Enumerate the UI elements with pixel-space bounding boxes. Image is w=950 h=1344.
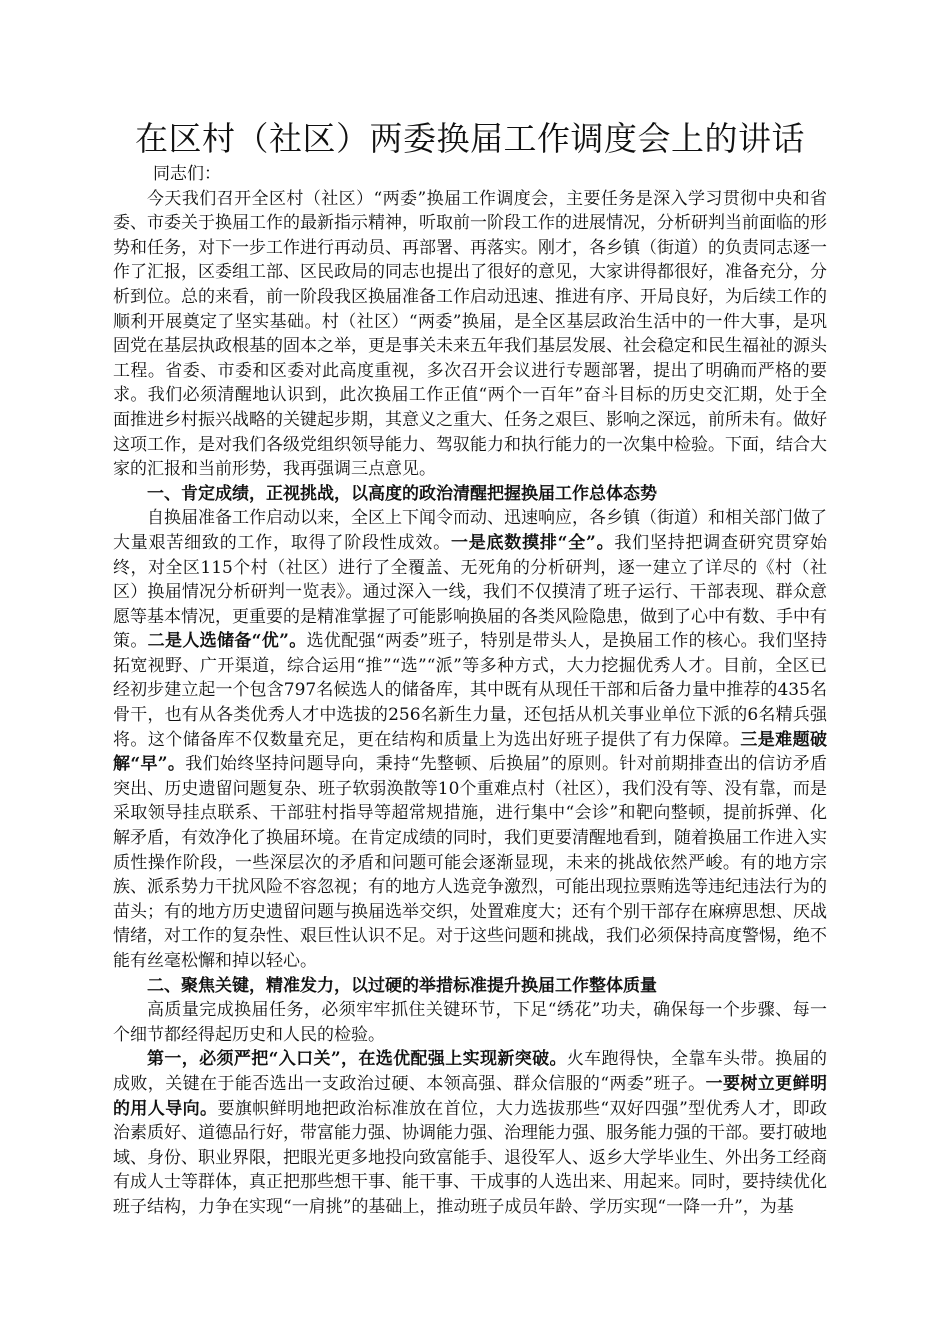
paragraph-text: 自换届准备工作启动以来，全区上下闻令而动、迅速响应，各乡镇（街道）和相关部门做了大量艰苦细致的工作，取得了阶段性成效。	[113, 508, 827, 553]
point-heading-1: 一是底数摸排“全”。	[450, 532, 615, 553]
paragraph-first-point	[113, 1047, 827, 1219]
paragraph-text: 我们坚持把调查研究贯穿始终，对全区115个村（社区）进行了全覆盖、无死角的分析研判，逐一建立了详尽的《村（社区）换届情况分析研判一览表》。通过深入一线，我们不仅摸清了班子运行、干部表现、群众意愿等基本情况，更重要的是精准掌握了可能影响换届的各类风险隐患，做到了心中有数、手中有策。	[113, 532, 828, 652]
paragraph-text: 火车跑得快，全靠车头带。换届的成败，关键在于能否选出一支政治过硬、本领高强、群众信服的“两委”班子。	[113, 1049, 827, 1094]
paragraph-text: 选优配强“两委”班子，特别是带头人，是换届工作的核心。我们坚持拓宽视野、广开渠道，综合运用“推”“选”“派”等多种方式，大力挖掘优秀人才。目前，全区已经初步建立起一个包含797名候选人的储备库，其中既有从现任干部和后备力量中推荐的435名骨干，也有从各类优秀人才中选拔的256名新生力量，还包括从机关事业单位下派的6名精兵强将。这个储备库不仅数量充足，更在结构和质量上为选出好班子提供了有力保障。	[113, 631, 827, 750]
paragraph-text: 要旗帜鲜明地把政治标准放在首位，大力选拔那些“双好四强”型优秀人才，即政治素质好、道德品行好，带富能力强、协调能力强、治理能力强、服务能力强的干部。要打破地域、身份、职业界限，把眼光更多地投向致富能手、退役军人、返乡大学毕业生、外出务工经商有成人士等群体，真正把那些想干事、能干事、干成事的人选出来、用起来。同时，要持续优化班子结构，力争在实现“一肩挑”的基础上，推动班子成员年龄、学历实现“一降一升”，为基	[113, 1098, 827, 1217]
paragraph-intro: 今天我们召开全区村（社区）“两委”换届工作调度会，主要任务是深入学习贯彻中央和省委、市委关于换届工作的最新指示精神，听取前一阶段工作的进展情况，分析研判当前面临的形势和任务，对下一步工作进行再动员、再部署、再落实。刚才，各乡镇（街道）的负责同志逐一作了汇报，区委组工部、区民政局的同志也提出了很好的意见，大家讲得都很好，准备充分，分析到位。总的来看，前一阶段我区换届准备工作启动迅速、推进有序、开局良好，为后续工作的顺利开展奠定了坚实基础。村（社区）“两委”换届，是全区基层政治生活中的一件大事，是巩固党在基层执政根基的固本之举，更是事关未来五年我们基层发展、社会稳定和民生福祉的源头工程。省委、市委和区委对此高度重视，多次召开会议进行专题部署，提出了明确而严格的要求。我们必须清醒地认识到，此次换届工作正值“两个一百年”奋斗目标的历史交汇期，处于全面推进乡村振兴战略的关键起步期，其意义之重大、任务之艰巨、影响之深远，前所未有。做好这项工作，是对我们各级党组织领导能力、驾驭能力和执行能力的一次集中检验。下面，结合大家的汇报和当前形势，我再强调三点意见。	[113, 188, 827, 480]
section-heading-2: 二、聚焦关键，精准发力，以过硬的举措标准提升换届工作整体质量	[147, 975, 657, 996]
point-heading-2: 二是人选储备“优”。	[147, 631, 307, 652]
document-page	[113, 116, 827, 1220]
paragraph-quality: 高质量完成换届任务，必须牢牢抓住关键环节，下足“绣花”功夫，确保每一个步骤、每一个细节都经得起历史和人民的检验。	[113, 1000, 827, 1045]
paragraph-text: 我们始终坚持问题导向，秉持“先整顿、后换届”的原则。针对前期排查出的信访矛盾突出、历史遗留问题复杂、班子软弱涣散等10个重难点村（社区），我们没有等、没有靠，而是采取领导挂点联系、干部驻村指导等超常规措施，进行集中“会诊”和靶向整顿，提前拆弹、化解矛盾，有效净化了换届环境。在肯定成绩的同时，我们更要清醒地看到，随着换届工作进入实质性操作阶段，一些深层次的矛盾和问题可能会逐渐显现，未来的挑战依然严峻。有的地方宗族、派系势力干扰风险不容忽视；有的地方人选竞争激烈，可能出现拉票贿选等违纪违法行为的苗头；有的地方历史遗留问题与换届选举交织，处置难度大；还有个别干部存在麻痹思想、厌战情绪，对工作的复杂性、艰巨性认识不足。对于这些问题和挑战，我们必须保持高度警惕，绝不能有丝毫松懈和掉以轻心。	[113, 754, 827, 971]
sub-point-heading-1: 一要树立更鲜明的用人导向。	[113, 1073, 827, 1119]
point-heading-3: 三是难题破解“早”。	[113, 729, 828, 775]
document-title: 在区村（社区）两委换届工作调度会上的讲话	[135, 119, 805, 158]
paragraph-achievements	[113, 506, 827, 973]
section-heading-1: 一、肯定成绩，正视挑战，以高度的政治清醒把握换届工作总体态势	[147, 483, 657, 504]
subsection-heading-1: 第一，必须严把“入口关”，在选优配强上实现新突破。	[147, 1049, 567, 1070]
salutation: 同志们：	[153, 164, 221, 184]
